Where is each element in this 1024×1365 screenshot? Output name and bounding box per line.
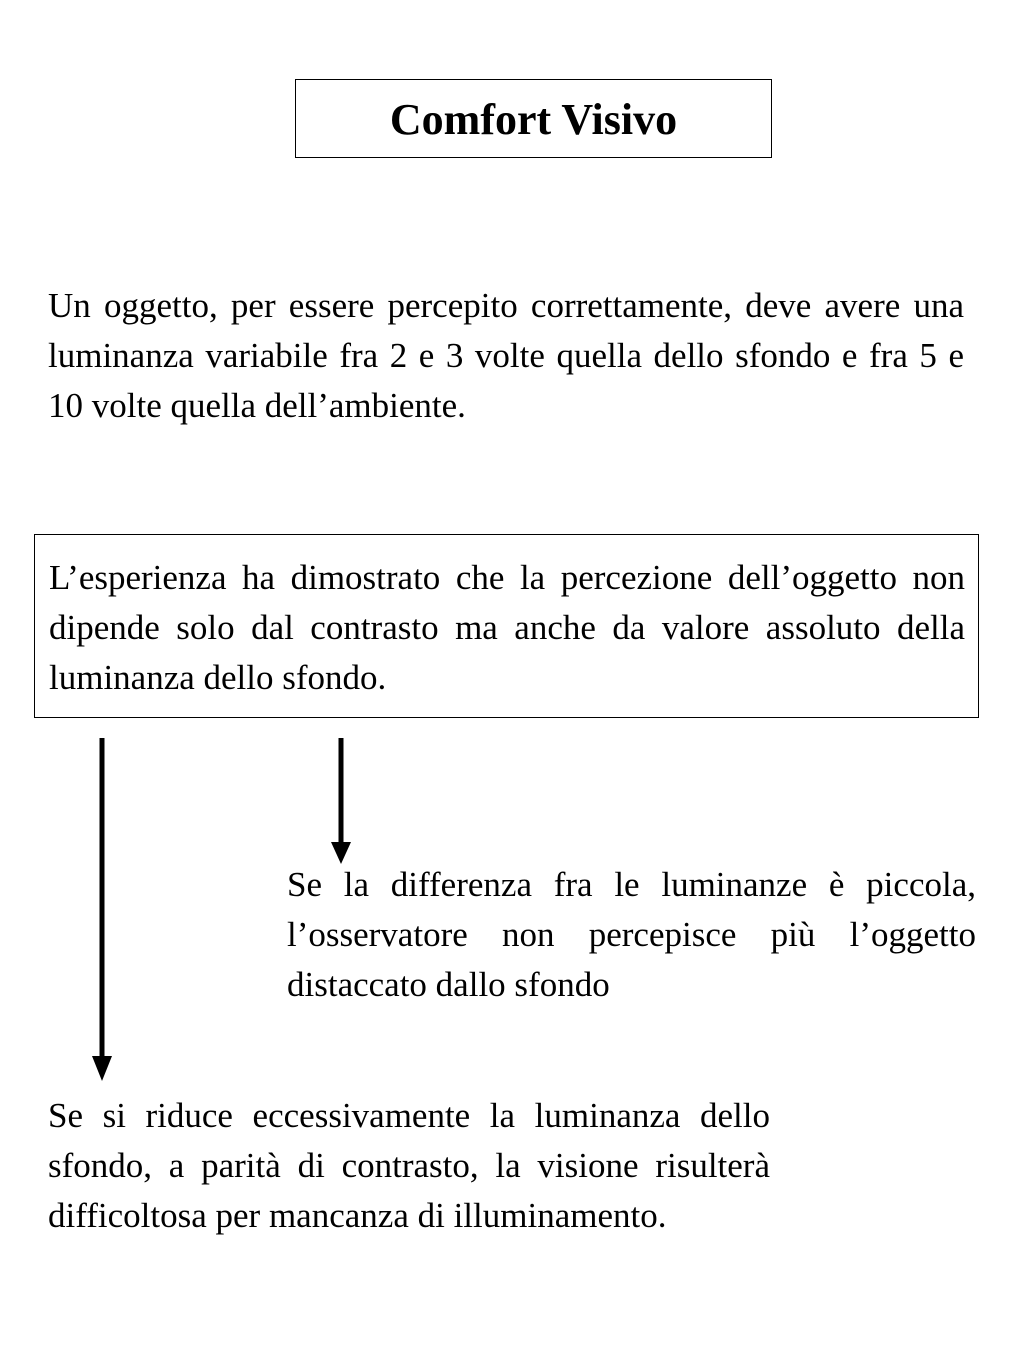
page-title: Comfort Visivo: [389, 94, 678, 144]
short-arrow-down: [327, 738, 357, 866]
low-background-note: Se si riduce eccessivamente la luminanza dello sfondo, a parità di contrasto, la visione risulterà difficoltosa per mancanza di illuminamento.: [48, 1096, 770, 1235]
small-difference-note: Se la differenza fra le luminanze è piccola, l’osservatore non percepisce più l’oggetto distaccato dallo sfondo: [287, 865, 976, 1004]
title-box: [295, 79, 772, 158]
experience-paragraph: L’esperienza ha dimostrato che la percezione dell’oggetto non dipende solo dal contrasto ma anche da valore assoluto della luminanza dello sfondo.: [49, 558, 965, 697]
experience-box: [34, 534, 979, 718]
intro-paragraph: Un oggetto, per essere percepito correttamente, deve avere una luminanza variabile fra 2 e 3 volte quella dello sfondo e fra 5 e 10 volte quella dell’ambiente.: [48, 286, 964, 425]
long-arrow-down: [88, 738, 118, 1083]
